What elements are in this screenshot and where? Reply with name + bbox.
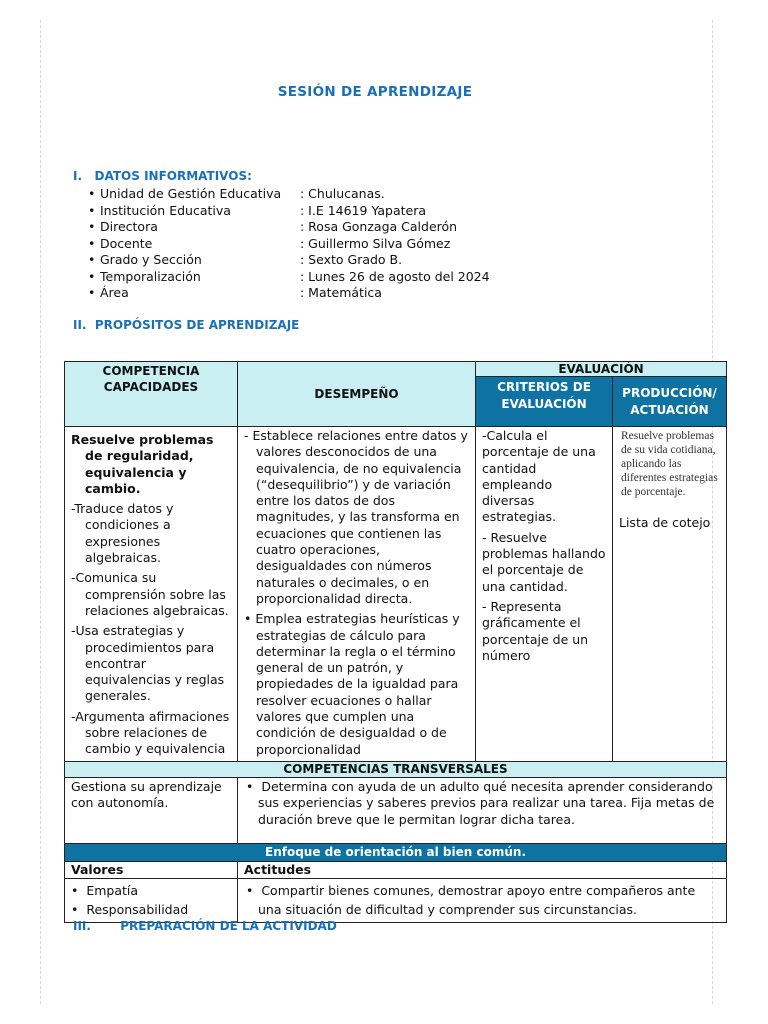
produccion-tool: Lista de cotejo	[619, 515, 711, 530]
datos-label: • Docente	[88, 236, 300, 253]
bullet-icon: •	[246, 778, 262, 794]
datos-row	[88, 203, 490, 220]
datos-row	[88, 236, 490, 253]
datos-row	[88, 252, 490, 269]
header-enfoque: Enfoque de orientación al bien común.	[65, 843, 727, 861]
page-guide-left	[40, 20, 41, 1004]
capacidad-item: -Usa estrategias y procedimientos para encontrar equivalencias y reglas generales.	[71, 623, 225, 704]
desempeno-cell	[238, 427, 476, 762]
datos-value: : Rosa Gonzaga Calderón	[300, 219, 458, 234]
header-actitudes	[238, 861, 727, 878]
criterio-item: -Calcula el porcentaje de una cantidad empleando diversas estrategias.	[482, 428, 596, 525]
propositos-table	[64, 361, 727, 923]
datos-label: • Institución Educativa	[88, 203, 300, 220]
datos-row	[88, 269, 490, 286]
actitud-item	[238, 879, 726, 922]
capacidad-item: -Traduce datos y condiciones a expresiones algebraicas.	[71, 501, 174, 566]
competencia-cell	[65, 427, 238, 762]
datos-row	[88, 285, 490, 302]
datos-value: : Sexto Grado B.	[300, 252, 403, 267]
datos-value: : Matemática	[300, 285, 382, 300]
datos-label: • Área	[88, 285, 300, 302]
header-valores-label: Valores	[71, 861, 124, 877]
section-preparacion: III. PREPARACIÓN DE LA ACTIVIDAD	[73, 919, 337, 933]
datos-label: • Directora	[88, 219, 300, 236]
header-transversales: COMPETENCIAS TRANSVERSALES	[65, 761, 727, 777]
transversal-competencia-cell	[65, 777, 238, 843]
bullet-icon: •	[71, 883, 87, 899]
transversal-desempeno	[238, 778, 726, 831]
header-criterios: CRITERIOS DE EVALUACIÓN	[476, 377, 613, 427]
datos-value: : I.E 14619 Yapatera	[300, 202, 427, 218]
datos-value: : Guillermo Silva Gómez	[300, 235, 451, 251]
valor-item	[71, 881, 231, 900]
valor-text: Responsabilidad	[86, 902, 189, 918]
transversal-desempeno-text: Determina con ayuda de un adulto qué necesita aprender considerando sus experiencias y saberes previos para realizar una tarea. Fija metas de duración breve que le permitan lograr dicha tarea.	[258, 778, 715, 827]
valor-text: Empatía	[86, 883, 139, 899]
transversal-desempeno-cell	[238, 777, 727, 843]
header-desempeno: DESEMPEÑO	[238, 362, 476, 427]
desempeno-item: • Emplea estrategias heurísticas y estrategias de cálculo para determinar la regla o el término general de un patrón, y propiedades de la igualdad para resolver ecuaciones o hallar valores que cumplen una condición de desigualdad o de proporcionalidad	[244, 611, 460, 757]
criterios-cell	[476, 427, 613, 762]
criterio-item: - Representa gráficamente el porcentaje de un número	[482, 598, 589, 663]
produccion-note: Resuelve problemas de su vida cotidiana, aplicando las diferentes estrategias de porcentaje.	[621, 430, 718, 498]
section-propositos: II. PROPÓSITOS DE APRENDIZAJE	[73, 318, 300, 332]
header-competencia	[65, 362, 238, 427]
header-capacidades-label: CAPACIDADES	[103, 380, 199, 394]
header-valores	[65, 861, 238, 878]
criterio-item: - Resuelve problemas hallando el porcentaje de una cantidad.	[482, 529, 606, 594]
header-competencia-label: COMPETENCIA	[102, 364, 200, 378]
bullet-icon: •	[246, 883, 262, 899]
section-datos-informativos: I. DATOS INFORMATIVOS:	[73, 169, 252, 183]
header-produccion: PRODUCCIÓN/ ACTUACIÓN	[613, 377, 727, 427]
datos-label: • Grado y Sección	[88, 252, 300, 269]
datos-value: : Chulucanas.	[300, 186, 385, 201]
desempeno-item: - Establece relaciones entre datos y valores desconocidos de una equivalencia, de no equivalencia (“desequilibrio”) y de variación entre los datos de dos magnitudes, y las transforma en ecuaciones que contienen las cuatro operaciones, desigualdades con números naturales o decimales, o en proporcionalidad directa.	[244, 428, 468, 606]
valores-cell	[65, 879, 238, 923]
datos-row	[88, 186, 490, 203]
produccion-cell	[613, 427, 727, 762]
datos-value: : Lunes 26 de agosto del 2024	[300, 268, 490, 284]
datos-label: • Unidad de Gestión Educativa	[88, 186, 300, 203]
datos-label: • Temporalización	[88, 269, 300, 286]
header-evaluacion: EVALUACIÓN	[476, 362, 727, 377]
header-actitudes-label: Actitudes	[244, 861, 312, 877]
page-title: SESIÓN DE APRENDIZAJE	[277, 84, 473, 100]
competencia-text: Resuelve problemas de regularidad, equivalencia y cambio.	[71, 432, 214, 496]
bullet-icon: •	[71, 902, 87, 918]
actitud-text: Compartir bienes comunes, demostrar apoyo entre compañeros ante una situación de dificultad y comprender sus circunstancias.	[258, 883, 696, 918]
actitudes-cell	[238, 879, 727, 923]
datos-list	[88, 186, 490, 302]
capacidad-item: -Argumenta afirmaciones sobre relaciones de cambio y equivalencia	[71, 708, 230, 757]
capacidad-item: -Comunica su comprensión sobre las relaciones algebraicas.	[71, 570, 229, 618]
valor-item	[71, 900, 231, 919]
transversal-competencia: Gestiona su aprendizaje con autonomía.	[71, 778, 222, 811]
datos-row	[88, 219, 490, 236]
